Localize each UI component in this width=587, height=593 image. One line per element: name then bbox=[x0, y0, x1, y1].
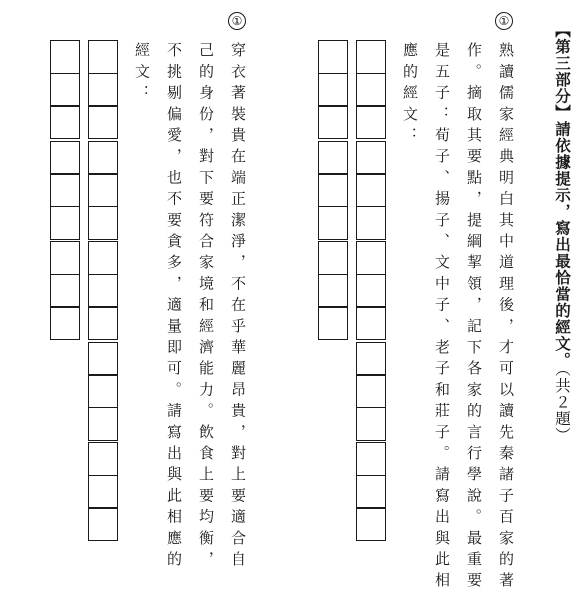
answer-box[interactable] bbox=[50, 40, 80, 74]
answer-box[interactable] bbox=[356, 206, 386, 240]
question-1-line-4: 應的經文： bbox=[401, 42, 419, 148]
answer-box[interactable] bbox=[88, 206, 118, 240]
question-2-line-2: 己的身份，對下要符合家境和經濟能力。飲食上要均衡， bbox=[197, 42, 215, 572]
answer-box[interactable] bbox=[356, 475, 386, 509]
answer-box[interactable] bbox=[88, 475, 118, 509]
answer-box[interactable] bbox=[318, 73, 348, 107]
question-2-line-4: 經文： bbox=[133, 42, 151, 106]
answer-box[interactable] bbox=[356, 241, 386, 275]
answer-box[interactable] bbox=[318, 206, 348, 240]
answer-box[interactable] bbox=[88, 40, 118, 74]
answer-grid-q1-right[interactable] bbox=[356, 40, 386, 541]
answer-box[interactable] bbox=[318, 274, 348, 308]
answer-box[interactable] bbox=[88, 442, 118, 476]
question-1-line-3: 是五子：荀子、揚子、文中子、老子和莊子。請寫出與此相 bbox=[433, 42, 451, 593]
answer-box[interactable] bbox=[356, 407, 386, 441]
question-1-line-2: 作。摘取其要點，提綱挈領，記下各家的言行學說。最重要 bbox=[465, 42, 483, 593]
answer-box[interactable] bbox=[318, 173, 348, 207]
answer-box[interactable] bbox=[318, 241, 348, 275]
answer-box[interactable] bbox=[318, 306, 348, 340]
answer-box[interactable] bbox=[88, 306, 118, 340]
question-1-number: ① bbox=[495, 12, 513, 30]
answer-box[interactable] bbox=[356, 40, 386, 74]
answer-box[interactable] bbox=[88, 105, 118, 139]
answer-box[interactable] bbox=[50, 173, 80, 207]
answer-box[interactable] bbox=[88, 342, 118, 376]
answer-box[interactable] bbox=[318, 105, 348, 139]
section-header bbox=[554, 22, 570, 443]
question-2-line-3: 不挑剔偏愛，也不要貪多，適量即可。請寫出與此相應的 bbox=[165, 42, 183, 572]
answer-box[interactable] bbox=[356, 173, 386, 207]
answer-box[interactable] bbox=[356, 507, 386, 541]
answer-box[interactable] bbox=[88, 374, 118, 408]
question-count: （共２題） bbox=[553, 368, 571, 444]
answer-grid-q2-left[interactable] bbox=[50, 40, 80, 340]
answer-box[interactable] bbox=[356, 442, 386, 476]
answer-box[interactable] bbox=[356, 105, 386, 139]
answer-grid-q1-left[interactable] bbox=[318, 40, 348, 340]
answer-box[interactable] bbox=[88, 507, 118, 541]
question-2-number: ① bbox=[228, 12, 246, 30]
answer-box[interactable] bbox=[50, 206, 80, 240]
answer-box[interactable] bbox=[88, 173, 118, 207]
answer-box[interactable] bbox=[318, 40, 348, 74]
answer-box[interactable] bbox=[50, 105, 80, 139]
answer-box[interactable] bbox=[356, 141, 386, 175]
answer-box[interactable] bbox=[50, 274, 80, 308]
answer-box[interactable] bbox=[88, 407, 118, 441]
answer-box[interactable] bbox=[356, 73, 386, 107]
answer-box[interactable] bbox=[88, 241, 118, 275]
answer-box[interactable] bbox=[356, 342, 386, 376]
answer-box[interactable] bbox=[356, 374, 386, 408]
answer-box[interactable] bbox=[50, 306, 80, 340]
answer-box[interactable] bbox=[88, 274, 118, 308]
question-2-line-1: 穿衣著裝貴在端正潔淨，不在乎華麗昂貴，對上要適合自 bbox=[229, 42, 247, 572]
answer-grid-q2-right[interactable] bbox=[88, 40, 118, 541]
answer-box[interactable] bbox=[356, 274, 386, 308]
answer-box[interactable] bbox=[50, 73, 80, 107]
section-title: 【第三部分】請依據提示，寫出最恰當的經文。 bbox=[553, 22, 571, 369]
answer-box[interactable] bbox=[88, 141, 118, 175]
answer-box[interactable] bbox=[50, 241, 80, 275]
answer-box[interactable] bbox=[318, 141, 348, 175]
answer-box[interactable] bbox=[88, 73, 118, 107]
question-1-line-1: 熟讀儒家經典明白其中道理後，才可以讀先秦諸子百家的著 bbox=[497, 42, 515, 593]
answer-box[interactable] bbox=[356, 306, 386, 340]
answer-box[interactable] bbox=[50, 141, 80, 175]
